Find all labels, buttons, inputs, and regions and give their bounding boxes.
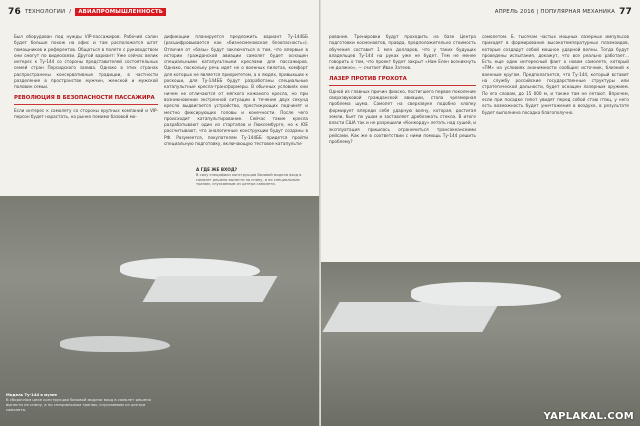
right-column-2 <box>482 34 629 147</box>
paragraph: дификации планируется предложить вариант Ту-144ББ (расшифровывается как «бизнесменовская безопасность»). Отличия от «базы» будут заключаться в том, что впервые в истории гражданской авиации самолет будет оснащен специальными катапультными креслами для пассажиров. Однако, поскольку речь идет не о военных пилотах, комфорт для которых не является приоритетом, а о людях, привыкших к роскоши, для Ту-144ББ будут разработаны специальные катапультные кресла-трансформеры. В обычных условиях они ничем не отличаются от мягкого кожаного кресла, но при возникновении экстренной ситуации в течение двух секунд кресло выдвигается устройство, престижующих подчинят и местно фиксирующих головы и конечности. После чего происходит катапультирование. Сейчас такие кресла разрабатывают один из стартапов и Люксембурге, но к ЮЕ рассчитывают, что аналогичные конструкции будут созданы в РФ. Разумеется, покупателям Ту-144ББ придется пройти специальную подготовку, включающую тестовое катапульти- <box>164 34 308 147</box>
subheading: РЕВОЛЮЦИЯ В БЕЗОПАСНОСТИ ПАССАЖИРА <box>14 95 158 105</box>
rubric-label: АВИАПРОМЫШЛЕННОСТЬ <box>75 8 166 16</box>
page-number: 77 <box>619 7 632 17</box>
watermark-logo: YAPLAKAL.COM <box>543 411 634 422</box>
subheading: ЛАЗЕР ПРОТИВ ГРОХОТА <box>329 76 476 86</box>
plane-body <box>411 282 561 306</box>
right-text-columns <box>329 34 629 147</box>
paragraph: Если интерес к самолету со стороны крупных компаний и VIP-персон будет нарастать, на рынке помимо базовой мо- <box>14 107 158 119</box>
right-column-1 <box>329 34 476 147</box>
hangar-photo-right <box>321 262 640 426</box>
hangar-photo-left <box>0 196 319 426</box>
paragraph: самолетом. Б. тысячам частых мощных лазерных импульсов приходят в формирование высокотемпературных плазмоидов, которые создадут собой мощное ударной волны. Тогда будут проведены испытания, докажут, что все реально работает... Есть еще один интересный факт о новом самолете, который «ПМ» на условиях анонимности сообщил источник, близкий к военным кругам. Предполагается, что Ту-144, который вставит на службу российские государственные структуры или стратегической дальности, будет оснащен лазерным оружием. По его словам, до 15 000 м, и также там не летают. Впрочем, если при посадке гипот увидят перед собой стаю птиц, у него есть возможность будет уничтожения в воздухе, в результате будет выполнена посадка благополучно. <box>482 34 629 115</box>
left-page <box>0 0 319 426</box>
photo-caption: Модель Ту-144 в музее В сборочном цехе конструкции базовой модели вход в самолет решено вынести на спину, а по специальным трапам, спускаемым из центра самолета. <box>6 392 151 412</box>
plane-body-2 <box>60 336 170 352</box>
left-column-1 <box>14 34 158 149</box>
left-column-2 <box>164 34 308 149</box>
plane-wing <box>142 276 277 302</box>
inset-title: А ГДЕ ЖЕ ВХОД? <box>196 167 237 172</box>
left-text-columns <box>14 34 308 149</box>
inset-box <box>196 168 306 187</box>
paragraph: рование. Тренировки будут проходить на базе Центра подготовки космонавтов, правда, предположительно стоимость обучения составит 1 млн долларов, что у таких будущих владельцев Ту-144 на руках уже не будет. Тем не менее говорить о том, что проект будет закрыт «Нам Елен возникнуть не должно», — считает Иван Затеев. <box>329 34 476 71</box>
right-page-header <box>495 6 632 18</box>
left-page-header: 76 ТЕХНОЛОГИИ / АВИАПРОМЫШЛЕННОСТЬ <box>8 6 166 18</box>
inset-text: В силу специфики конструкции базовой модели вход в самолет решено вынести на спину, а по специальным трапам, спускаемым из центра самолета. <box>196 172 302 187</box>
plane-wing <box>322 302 499 332</box>
page-number: 76 <box>8 7 21 17</box>
issue-label: АПРЕЛЬ 2016 | ПОПУЛЯРНАЯ МЕХАНИКА <box>494 9 616 15</box>
section-label: ТЕХНОЛОГИИ <box>24 9 66 15</box>
paragraph: Одной из главных причин фиаско, постигшего первое поколение сверхзвуковой гражданской авиации, стала чрезмерная проблема шума. Самолет на сверхзвуке подобно хлопку формирует впереди себя ударную волну, которая, достигая земли, бьет по ушам и заставляет дребезжать стекла. В итоге власти США так и не разрешили «Конкорду» летать над сушей, и эксплуатация пришлась ограничиться трансокеанскими рейсами. Как же в соответствии с ними помощь Ту-144 решить проблему? <box>329 88 476 145</box>
paragraph: Был оборудован под нужды VIP-пассажиров. Рабочий салон будет больше похож на офис и там расположатся штат помощников и референтов. Общаться в полете с руководством они смогут по видеосвязи. Другой вариант: Уже сейчас велик интерес к Ту-144 со стороны представителей состоятельных семей стран Персидского залива. Однако в этих странах распространены консервативные традиции, в частности разделение в пространстве мужчин, женской и мужской половин семьи. <box>14 34 158 90</box>
right-page <box>321 0 640 426</box>
